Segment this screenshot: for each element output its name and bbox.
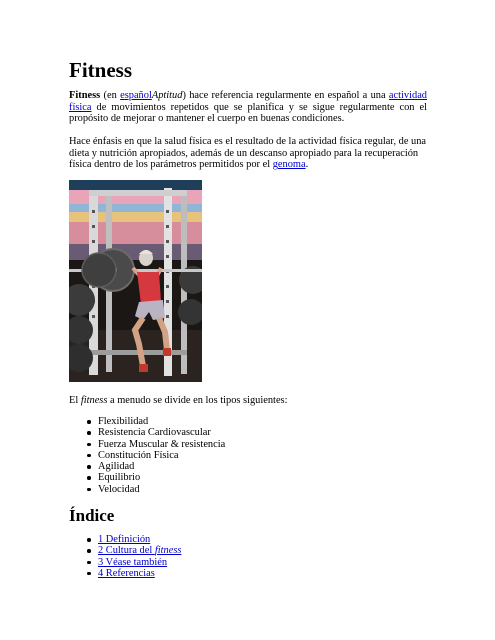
index-list (69, 534, 181, 579)
intro-text-2: ) hace referencia regularmente en español a una (182, 90, 389, 101)
type-label: Constitución Física (98, 449, 179, 461)
list-item (69, 427, 225, 438)
types-intro-italic: fitness (80, 395, 108, 406)
bullet-icon (87, 420, 91, 424)
list-item (69, 450, 225, 461)
type-label: Equilibrio (98, 472, 141, 484)
type-label: Flexibilidad (98, 416, 149, 427)
index-item (69, 557, 181, 568)
list-item (69, 416, 225, 427)
bullet-icon (87, 561, 91, 565)
bullet-icon (87, 465, 91, 469)
intro-italic-aptitud: Aptitud (151, 90, 183, 101)
index-link-culture[interactable] (98, 545, 181, 556)
intro-text-1: (en (100, 90, 121, 101)
emphasis-paragraph (69, 136, 427, 171)
types-intro-text-1: El (69, 395, 81, 406)
type-label: Fuerza Muscular & resistencia (98, 438, 226, 450)
index-item (69, 568, 181, 579)
bullet-icon (87, 549, 91, 553)
types-intro (69, 395, 427, 407)
bullet-icon (87, 443, 91, 447)
bullet-icon (87, 488, 91, 492)
spanish-link[interactable]: español (120, 90, 152, 101)
list-item (69, 461, 225, 472)
physical-activity-link[interactable]: actividad física (69, 90, 428, 113)
index-culture-prefix: 2 Cultura del (98, 545, 155, 557)
list-item (69, 484, 225, 495)
bullet-icon (87, 454, 91, 458)
index-item (69, 534, 181, 545)
page-title: Fitness (69, 58, 132, 82)
index-link-references[interactable]: 4 Referencias (98, 567, 155, 579)
genome-link[interactable]: genoma (272, 159, 306, 171)
index-link-see-also[interactable]: 3 Véase también (98, 556, 168, 568)
intro-paragraph (69, 90, 427, 125)
type-label: Agilidad (98, 461, 135, 473)
gym-squat-photo (69, 180, 202, 382)
intro-text-3: de movimientos repetidos que se planifica y se sigue regularmente con el propósito de mejorar o mantener el cuerpo en buenas condiciones. (69, 101, 427, 125)
intro-term: Fitness (69, 90, 101, 101)
fitness-types-list (69, 416, 225, 495)
bullet-icon (87, 431, 91, 435)
list-item (69, 439, 225, 450)
type-label: Velocidad (98, 483, 140, 495)
index-culture-italic: fitness (154, 545, 182, 557)
index-heading: Índice (69, 506, 115, 525)
types-intro-text-2: a menudo se divide en los tipos siguientes: (107, 395, 288, 406)
bullet-icon (87, 476, 91, 480)
index-item (69, 545, 181, 556)
type-label: Resistencia Cardiovascular (98, 427, 211, 439)
bullet-icon (87, 572, 91, 576)
list-item (69, 472, 225, 483)
emphasis-text-2: . (305, 159, 309, 171)
bullet-icon (87, 538, 91, 542)
emphasis-text-1: Hace énfasis en que la salud física es el resultado de la actividad física regular, de una dieta y nutrición apropiados, además de un descanso apropiado para la recuperación física dentro de los parámetros permitidos por el (69, 136, 427, 171)
index-link-definition[interactable]: 1 Definición (98, 534, 151, 545)
